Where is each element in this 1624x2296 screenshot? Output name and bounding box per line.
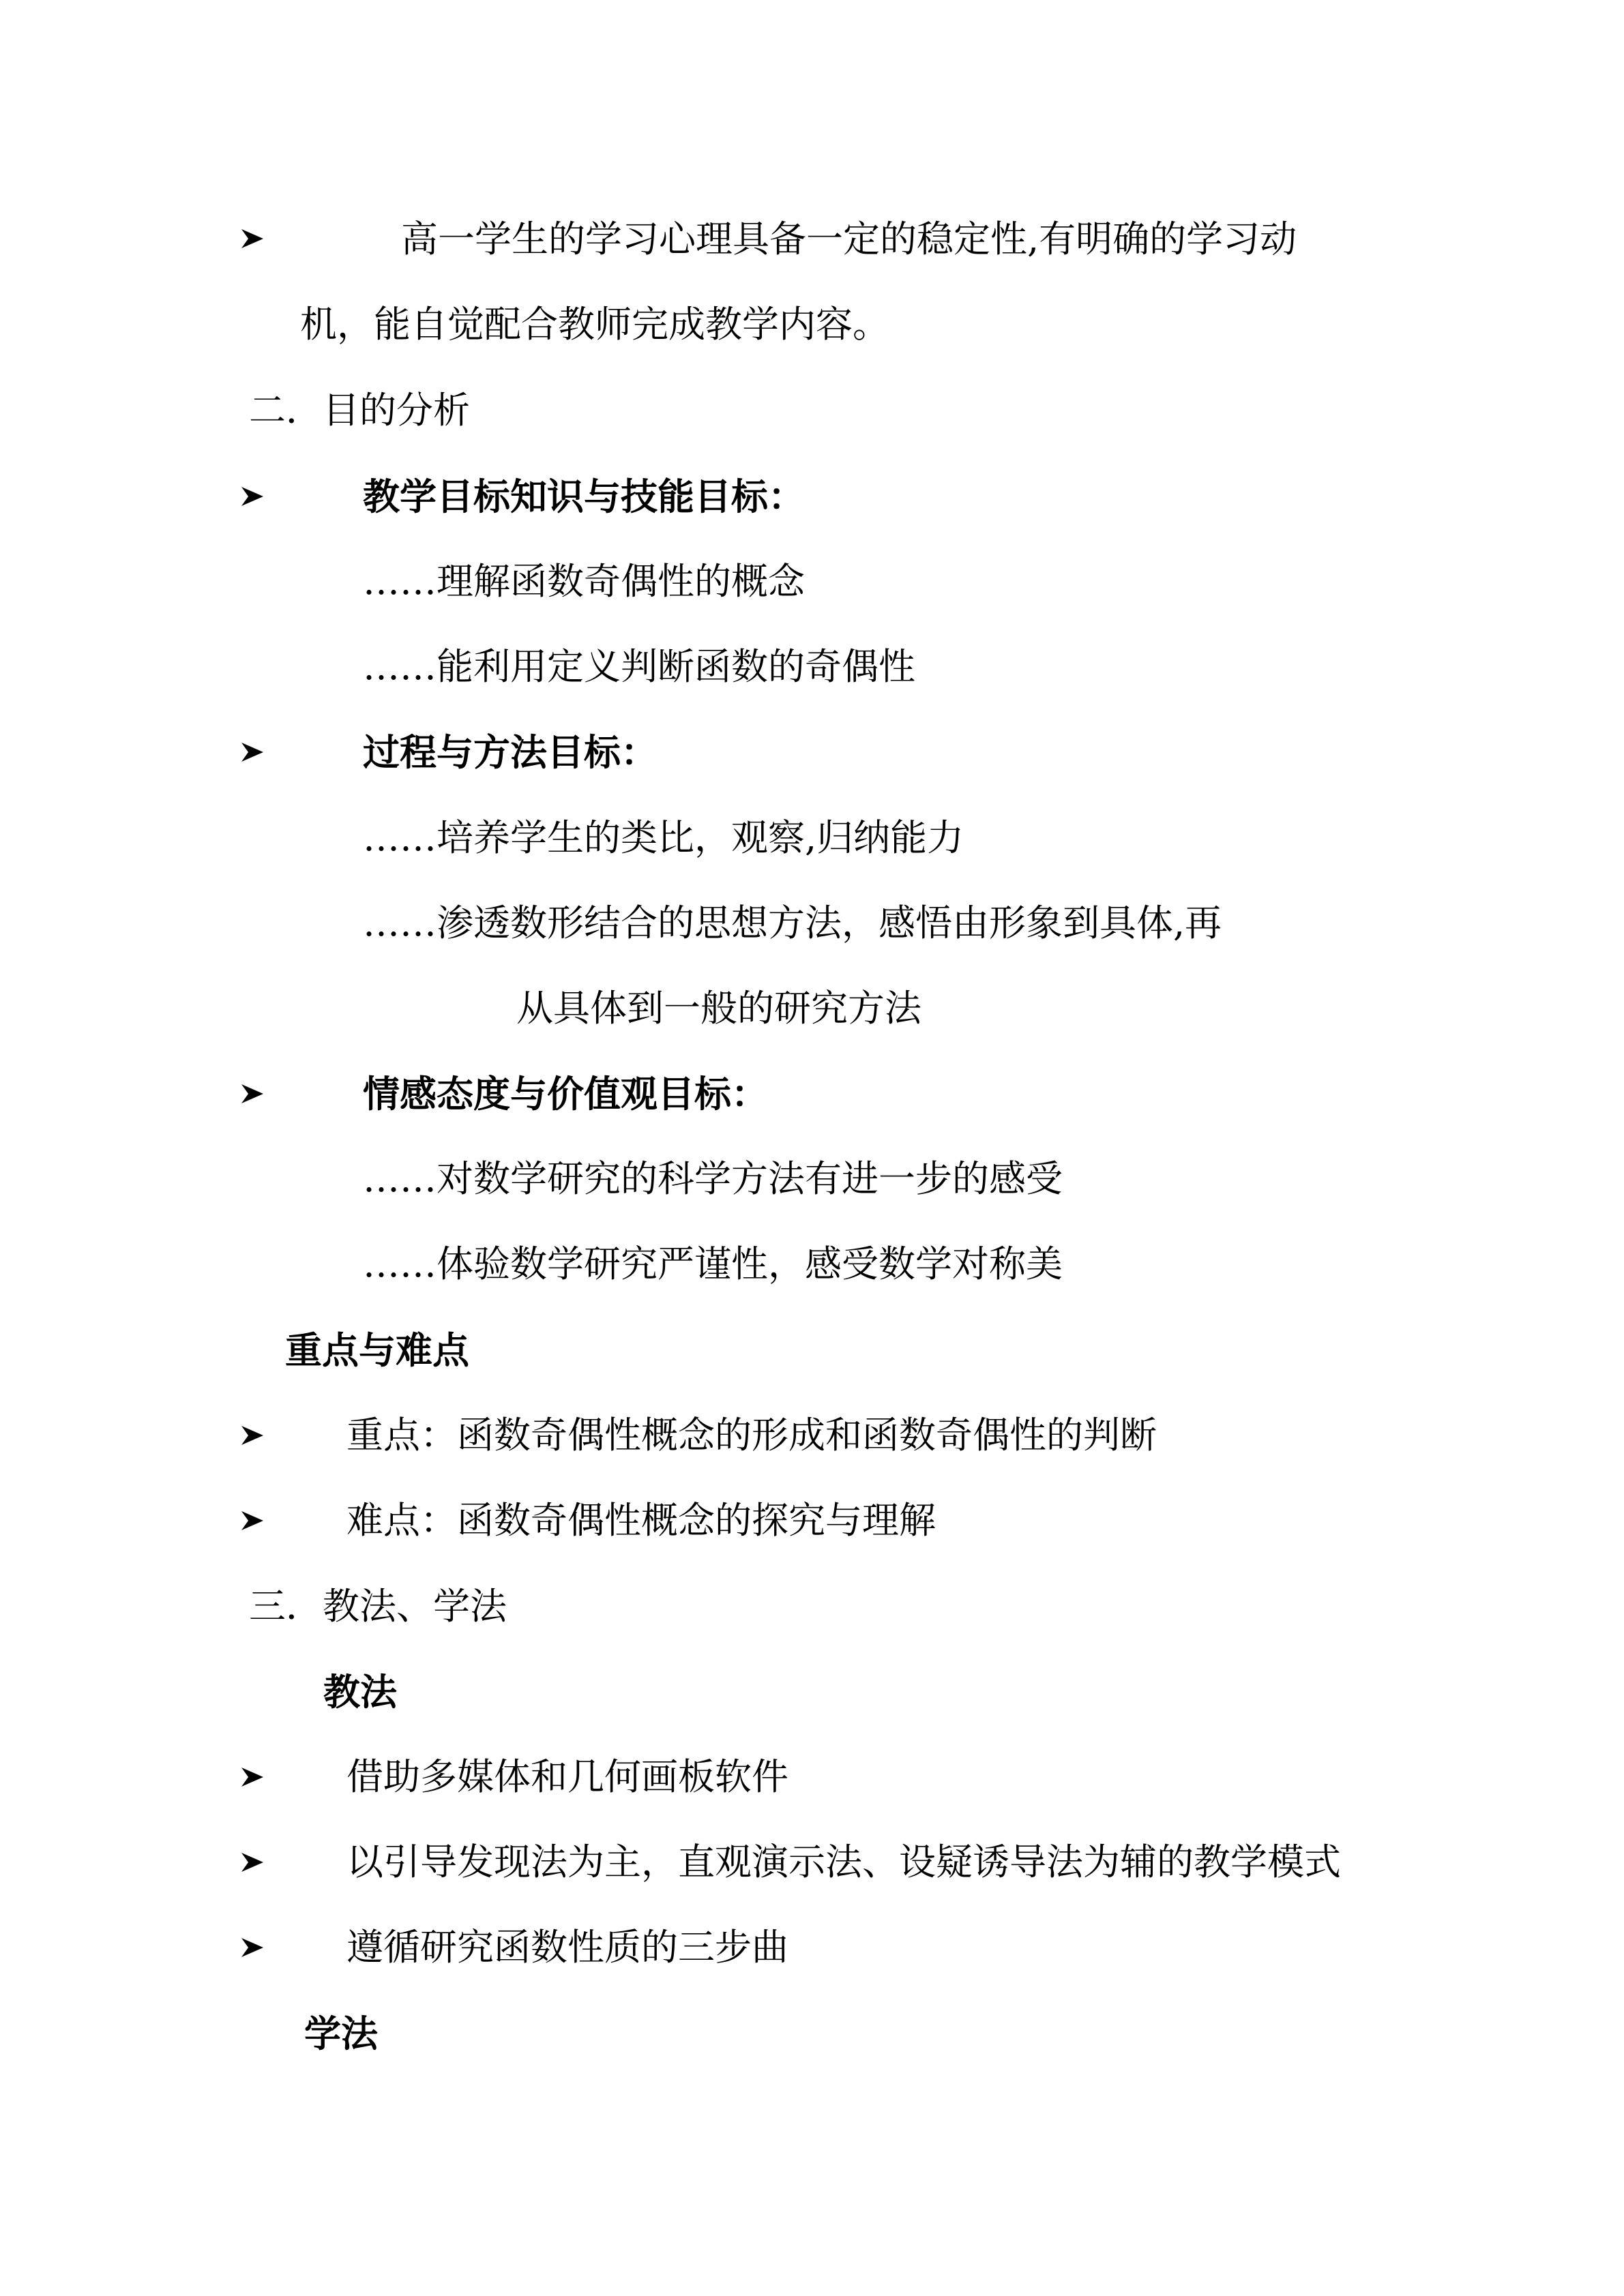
process-goal-item: ……培养学生的类比，观察,归纳能力: [363, 816, 964, 859]
emotion-goal-item: ……对数学研究的科学方法有进一步的感受: [363, 1157, 1063, 1200]
arrow-bullet-icon: [239, 1849, 266, 1876]
section-2-heading: 二．目的分析: [249, 389, 470, 432]
arrow-bullet-icon: [239, 225, 266, 252]
difficulty-item: 难点：函数奇偶性概念的探究与理解: [346, 1499, 936, 1542]
arrow-bullet-icon: [239, 1507, 266, 1534]
knowledge-goal-title: 教学目标知识与技能目标：: [363, 475, 805, 518]
section-3-heading: 三．教法、学法: [249, 1585, 507, 1628]
knowledge-goal-item: ……能利用定义判断函数的奇偶性: [363, 645, 915, 688]
intro-text-line2: 机，能自觉配合教师完成教学内容。: [300, 303, 889, 346]
key-points-heading: 重点与难点: [285, 1328, 469, 1372]
emotion-goal-title: 情感态度与价值观目标：: [363, 1072, 768, 1116]
process-goal-continuation: 从具体到一般的研究方法: [516, 987, 921, 1030]
key-point-item: 重点：函数奇偶性概念的形成和函数奇偶性的判断: [346, 1414, 1157, 1457]
arrow-bullet-icon: [239, 1422, 266, 1449]
intro-text-line1: 高一学生的学习心理具备一定的稳定性,有明确的学习动: [401, 218, 1297, 260]
teaching-method-item: 遵循研究函数性质的三步曲: [346, 1926, 788, 1969]
knowledge-goal-item: ……理解函数奇偶性的概念: [363, 560, 805, 603]
arrow-bullet-icon: [239, 739, 266, 766]
arrow-bullet-icon: [239, 1934, 266, 1961]
emotion-goal-item: ……体验数学研究严谨性，感受数学对称美: [363, 1242, 1063, 1285]
arrow-bullet-icon: [239, 1080, 266, 1107]
arrow-bullet-icon: [239, 483, 266, 510]
arrow-bullet-icon: [239, 1763, 266, 1791]
teaching-method-item: 借助多媒体和几何画板软件: [346, 1755, 788, 1798]
process-goal-title: 过程与方法目标：: [363, 730, 658, 774]
teaching-method-heading: 教法: [323, 1670, 397, 1714]
teaching-method-item: 以引导发现法为主，直观演示法、设疑诱导法为辅的教学模式: [346, 1840, 1341, 1883]
learning-method-heading: 学法: [304, 2012, 378, 2055]
process-goal-item: ……渗透数形结合的思想方法，感悟由形象到具体,再: [363, 901, 1222, 944]
